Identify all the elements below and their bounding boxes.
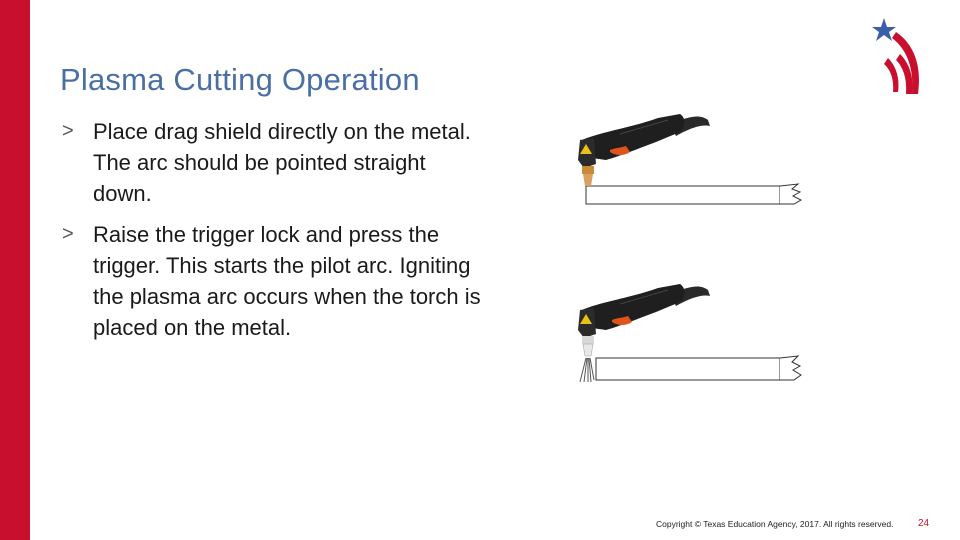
torch-pilot-arc-illustration bbox=[560, 272, 820, 387]
chevron-bullet-icon: > bbox=[62, 120, 74, 142]
bullet-text-1: Place drag shield directly on the metal. The arc should be pointed straight down. bbox=[93, 119, 471, 206]
star-swoosh-logo-icon bbox=[862, 14, 934, 96]
bullet-item-1 bbox=[62, 116, 482, 209]
torch-on-metal-illustration bbox=[560, 100, 820, 215]
bullet-item-2 bbox=[62, 219, 482, 343]
copyright-footer: Copyright © Texas Education Agency, 2017. All rights reserved. bbox=[656, 519, 894, 529]
bullet-text-2: Raise the trigger lock and press the trigger. This starts the pilot arc. Igniting the plasma arc occurs when the torch is placed on the metal. bbox=[93, 222, 481, 340]
bullet-list bbox=[62, 116, 482, 353]
slide-title: Plasma Cutting Operation bbox=[60, 62, 420, 97]
page-number: 24 bbox=[918, 518, 930, 529]
chevron-bullet-icon: > bbox=[62, 223, 74, 245]
left-accent-bar bbox=[0, 0, 30, 540]
